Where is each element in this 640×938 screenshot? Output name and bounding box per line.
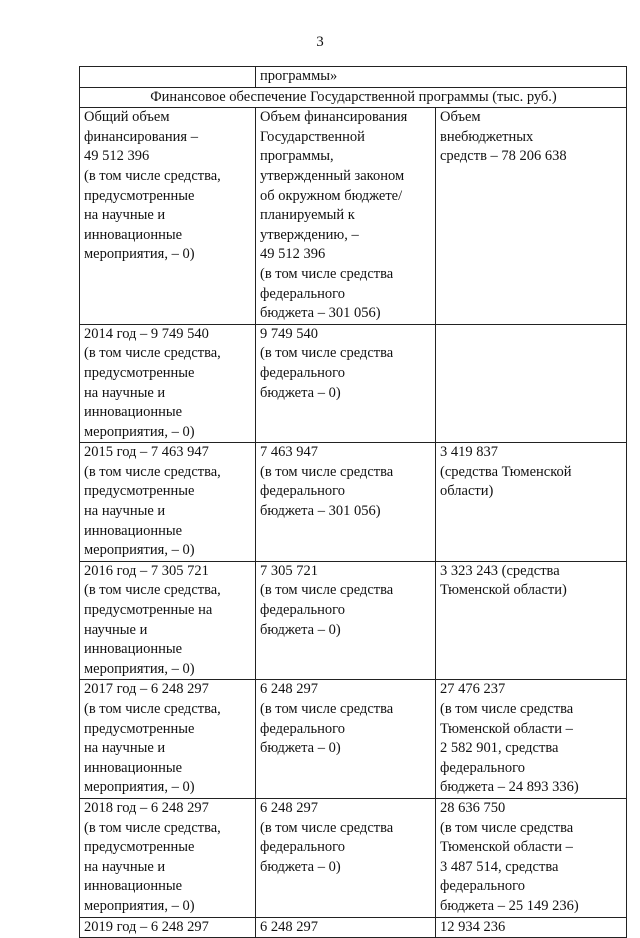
financing-table (79, 66, 627, 938)
header-extrabudgetary: Объем внебюджетных средств – 78 206 638 (436, 108, 627, 325)
table-row-continuation (80, 67, 627, 88)
table-cell: 6 248 297 (в том числе средства федерального бюджета – 0) (256, 680, 436, 799)
table-cell: 2017 год – 6 248 297 (в том числе средства, предусмотренные на научные и инновационные мероприятия, – 0) (80, 680, 256, 799)
table-cell: 6 248 297 (256, 917, 436, 938)
table-cell: 28 636 750 (в том числе средства Тюменской области – 3 487 514, средства федерального бюджета – 25 149 236) (436, 798, 627, 917)
header-program-financing: Объем финансирования Государственной программы, утвержденный законом об окружном бюджете/ планируемый к утверждению, – 49 512 396 (в том числе средства федерального бюджета – 301 056) (256, 108, 436, 325)
table-header-row (80, 108, 627, 325)
table-row-2014 (80, 324, 627, 443)
table-cell: 2019 год – 6 248 297 (80, 917, 256, 938)
table-cell: 3 323 243 (средства Тюменской области) (436, 561, 627, 680)
table-cell: 7 463 947 (в том числе средства федерального бюджета – 301 056) (256, 443, 436, 562)
table-row-2016 (80, 561, 627, 680)
table-row-2015 (80, 443, 627, 562)
table-row-2019 (80, 917, 627, 938)
table-cell: 6 248 297 (в том числе средства федерального бюджета – 0) (256, 798, 436, 917)
table-cell: 12 934 236 (436, 917, 627, 938)
table-cell-empty (80, 67, 256, 88)
table-cell: 9 749 540 (в том числе средства федерального бюджета – 0) (256, 324, 436, 443)
table-cell-continuation: программы» (256, 67, 627, 88)
table-cell: 3 419 837 (средства Тюменской области) (436, 443, 627, 562)
table-cell: 2018 год – 6 248 297 (в том числе средства, предусмотренные на научные и инновационные мероприятия, – 0) (80, 798, 256, 917)
table-cell: 2015 год – 7 463 947 (в том числе средства, предусмотренные на научные и инновационные мероприятия, – 0) (80, 443, 256, 562)
table-row-2017 (80, 680, 627, 799)
header-total-financing: Общий объем финансирования – 49 512 396 (в том числе средства, предусмотренные на научные и инновационные мероприятия, – 0) (80, 108, 256, 325)
table-row-section-title (80, 87, 627, 108)
page-number: 3 (316, 34, 324, 50)
section-title: Финансовое обеспечение Государственной программы (тыс. руб.) (80, 87, 627, 108)
table-cell (436, 324, 627, 443)
table-cell: 27 476 237 (в том числе средства Тюменской области – 2 582 901, средства федерального бюджета – 24 893 336) (436, 680, 627, 799)
table-row-2018 (80, 798, 627, 917)
table-cell: 2016 год – 7 305 721 (в том числе средства, предусмотренные на научные и инновационные мероприятия, – 0) (80, 561, 256, 680)
table-cell: 2014 год – 9 749 540 (в том числе средства, предусмотренные на научные и инновационные мероприятия, – 0) (80, 324, 256, 443)
table-cell: 7 305 721 (в том числе средства федерального бюджета – 0) (256, 561, 436, 680)
